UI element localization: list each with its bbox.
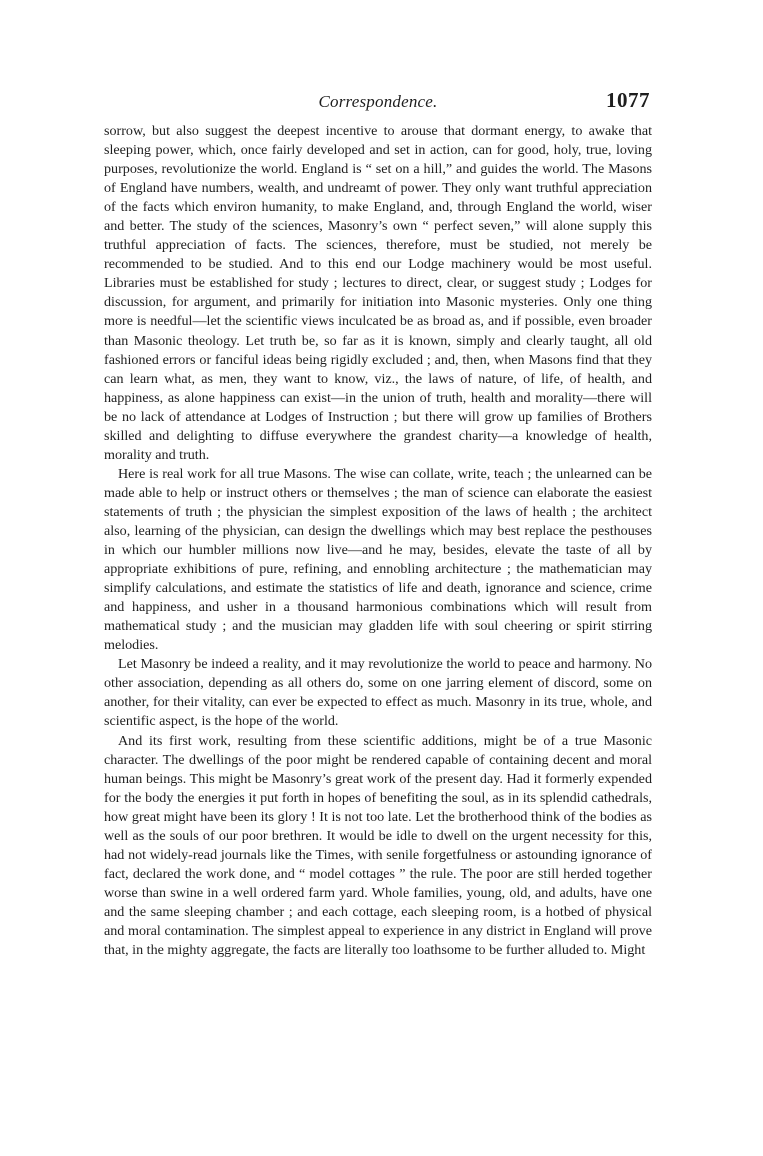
document-page <box>104 88 652 960</box>
page-header <box>104 88 652 122</box>
body-text <box>104 122 652 960</box>
running-title: Correspondence. <box>318 92 438 111</box>
page-number: 1077 <box>606 88 650 112</box>
paragraph: Let Masonry be indeed a reality, and it may revolutionize the world to peace and harmony. No other association, depending as all others do, some on one jarring element of discord, some on another, for their vitality, can ever be expected to effect as much. Masonry in its true, whole, and scientific aspect, is the hope of the world. <box>104 656 652 730</box>
paragraph: And its first work, resulting from these scientific additions, might be of a true Masonic character. The dwellings of the poor might be rendered capable of containing decent and moral human beings. This might be Masonry’s great work of the present day. Had it formerly expended for the body the energies it put forth in hopes of benefiting the soul, as in its splendid cathedrals, how great might have been its glory ! It is not too late. Let the brotherhood think of the bodies as well as the souls of our poor brethren. It would be idle to dwell on the urgent necessity for this, had not widely-read journals like the Times, with senile forgetfulness or astounding ignorance of fact, declared the work done, and “ model cottages ” the rule. The poor are still herded together worse than swine in a well ordered farm yard. Whole families, young, old, and adults, have one and the same sleeping chamber ; and each cottage, each sleeping room, is a hotbed of physical and moral contamination. The simplest appeal to experience in any district in England will prove that, in the mighty aggregate, the facts are literally too loathsome to be further alluded to. Might <box>104 732 652 959</box>
paragraph: sorrow, but also suggest the deepest incentive to arouse that dormant energy, to awake that sleeping power, which, once fairly developed and set in action, can for good, holy, true, loving purposes, revolutionize the world. England is “ set on a hill,” and guides the world. The Masons of England have numbers, wealth, and undreamt of power. They only want truthful appreciation of the facts which environ humanity, to make England, and, through England the world, wiser and better. The study of the sciences, Masonry’s own “ perfect seven,” will alone supply this truthful appreciation of facts. The sciences, therefore, must be studied, not merely be recommended to be studied. And to this end our Lodge machinery would be most useful. Libraries must be established for study ; lectures to direct, clear, or suggest study ; Lodges for discussion, for argument, and primarily for initiation into Masonic mysteries. Only one thing more is needful—let the scientific views inculcated be as broad as, and if possible, even broader than Masonic theology. Let truth be, so far as it is known, simply and clearly taught, all old fashioned errors or fanciful ideas being rigidly excluded ; and, then, when Masons find that they can learn what, as men, they want to know, viz., the laws of nature, of life, of health, and happiness, as alone happiness can exist—in the union of truth, health and morality—there will be no lack of attendance at Lodges of Instruction ; but there will grow up families of Brothers skilled and delighting to diffuse everywhere the grandest charity—a knowledge of health, morality and truth. <box>104 123 652 463</box>
paragraph: Here is real work for all true Masons. The wise can collate, write, teach ; the unlearned can be made able to help or instruct others or themselves ; the man of science can elaborate the easiest statements of truth ; the physician the simplest exposition of the laws of health ; the architect also, learning of the physician, can design the dwellings which may best replace the pesthouses in which our humbler millions now live—and he may, besides, elevate the taste of all by appropriate exhibitions of pure, refining, and ennobling architecture ; the mathematician may simplify calculations, and estimate the statistics of life and death, ignorance and science, crime and happiness, and usher in a thousand harmonious combinations which will result from mathematical study ; and the musician may gladden life with soul cheering or spirit stirring melodies. <box>104 465 652 654</box>
